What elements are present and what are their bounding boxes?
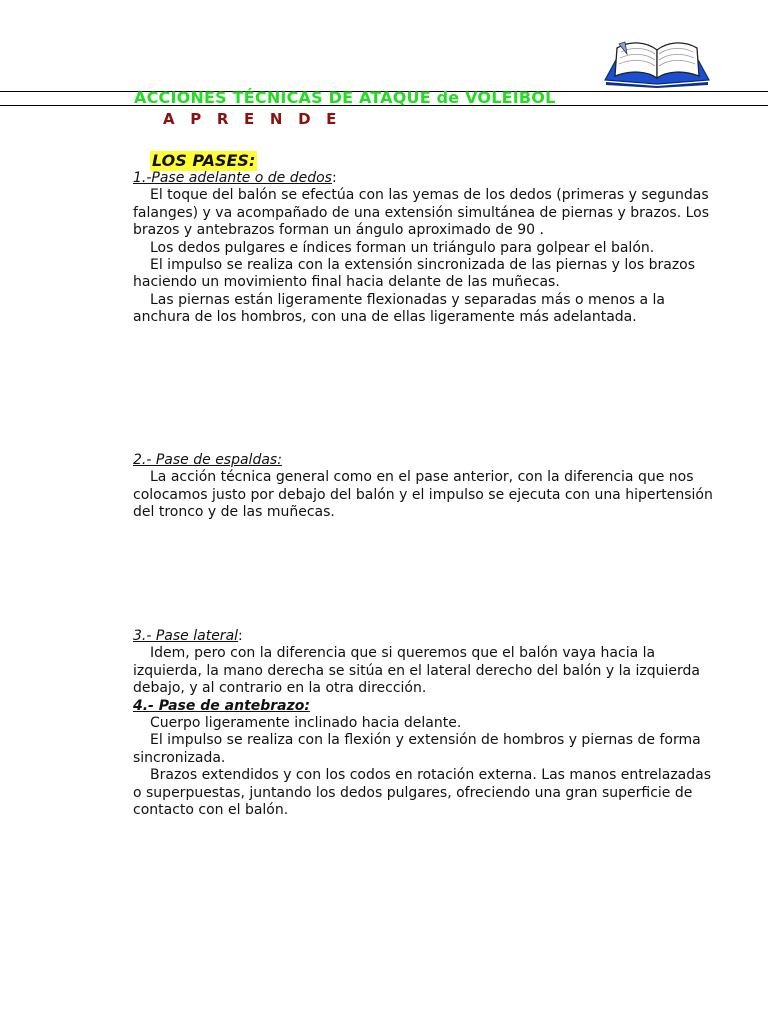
pass-2-paragraph: La acción técnica general como en el pase anterior, con la diferencia que nos colocamos justo por debajo del balón y el impulso se ejecuta con una hipertensión del tronco y de las muñecas. bbox=[133, 469, 713, 521]
pass-heading-2 bbox=[133, 452, 713, 469]
pass-4-paragraph: El impulso se realiza con la flexión y extensión de hombros y piernas de forma sincronizada. bbox=[133, 732, 701, 766]
pass-4-paragraph: Cuerpo ligeramente inclinado hacia delante. bbox=[150, 715, 462, 732]
pass-heading-3-suffix: : bbox=[238, 628, 243, 644]
document-title: ACCIONES TÉCNICAS DE ATAQUE de VOLEIBOL bbox=[134, 88, 556, 107]
pass-heading-1-text: 1.-Pase adelante o de dedos bbox=[133, 170, 332, 186]
pass-heading-1-suffix: : bbox=[331, 170, 337, 186]
section-title: LOS PASES: bbox=[152, 151, 256, 170]
pass-section-2 bbox=[133, 452, 713, 522]
pass-heading-3 bbox=[133, 628, 713, 645]
pass-heading-1 bbox=[133, 170, 713, 187]
pass-heading-4-text: 4.- Pase de antebrazo: bbox=[133, 697, 310, 714]
pass-section-1 bbox=[133, 170, 713, 327]
open-book-icon bbox=[603, 38, 711, 88]
pass-heading-2-text: 2.- Pase de espaldas: bbox=[133, 452, 282, 468]
pass-1-paragraph: El impulso se realiza con la extensión sincronizada de las piernas y los brazos haciendo un movimiento final hacia delante de las muñecas. bbox=[133, 257, 696, 291]
pass-4-paragraph: Brazos extendidos y con los codos en rotación externa. Las manos entrelazadas o superpuestas, juntando los dedos pulgares, ofreciendo una gran superficie de contacto con el balón. bbox=[133, 767, 712, 819]
pass-3-paragraph: Idem, pero con la diferencia que si queremos que el balón vaya hacia la izquierda, la mano derecha se sitúa en el lateral derecho del balón y la izquierda debajo, y al contrario en la otra dirección. bbox=[133, 645, 700, 697]
pass-heading-3-text: 3.- Pase lateral bbox=[133, 628, 239, 644]
pass-1-paragraph: El toque del balón se efectúa con las yemas de los dedos (primeras y segundas falanges) y va acompañado de una extensión simultánea de piernas y brazos. Los brazos y antebrazos forman un ángulo aproximado de 90 . bbox=[133, 187, 710, 239]
pass-section-3 bbox=[133, 628, 713, 819]
document-subtitle: A P R E N D E bbox=[163, 110, 342, 128]
pass-heading-4 bbox=[133, 698, 713, 715]
pass-1-paragraph: Los dedos pulgares e índices forman un triángulo para golpear el balón. bbox=[150, 239, 655, 256]
pass-1-paragraph: Las piernas están ligeramente flexionadas y separadas más o menos a la anchura de los hombros, con una de ellas ligeramente más adelantada. bbox=[133, 291, 665, 326]
